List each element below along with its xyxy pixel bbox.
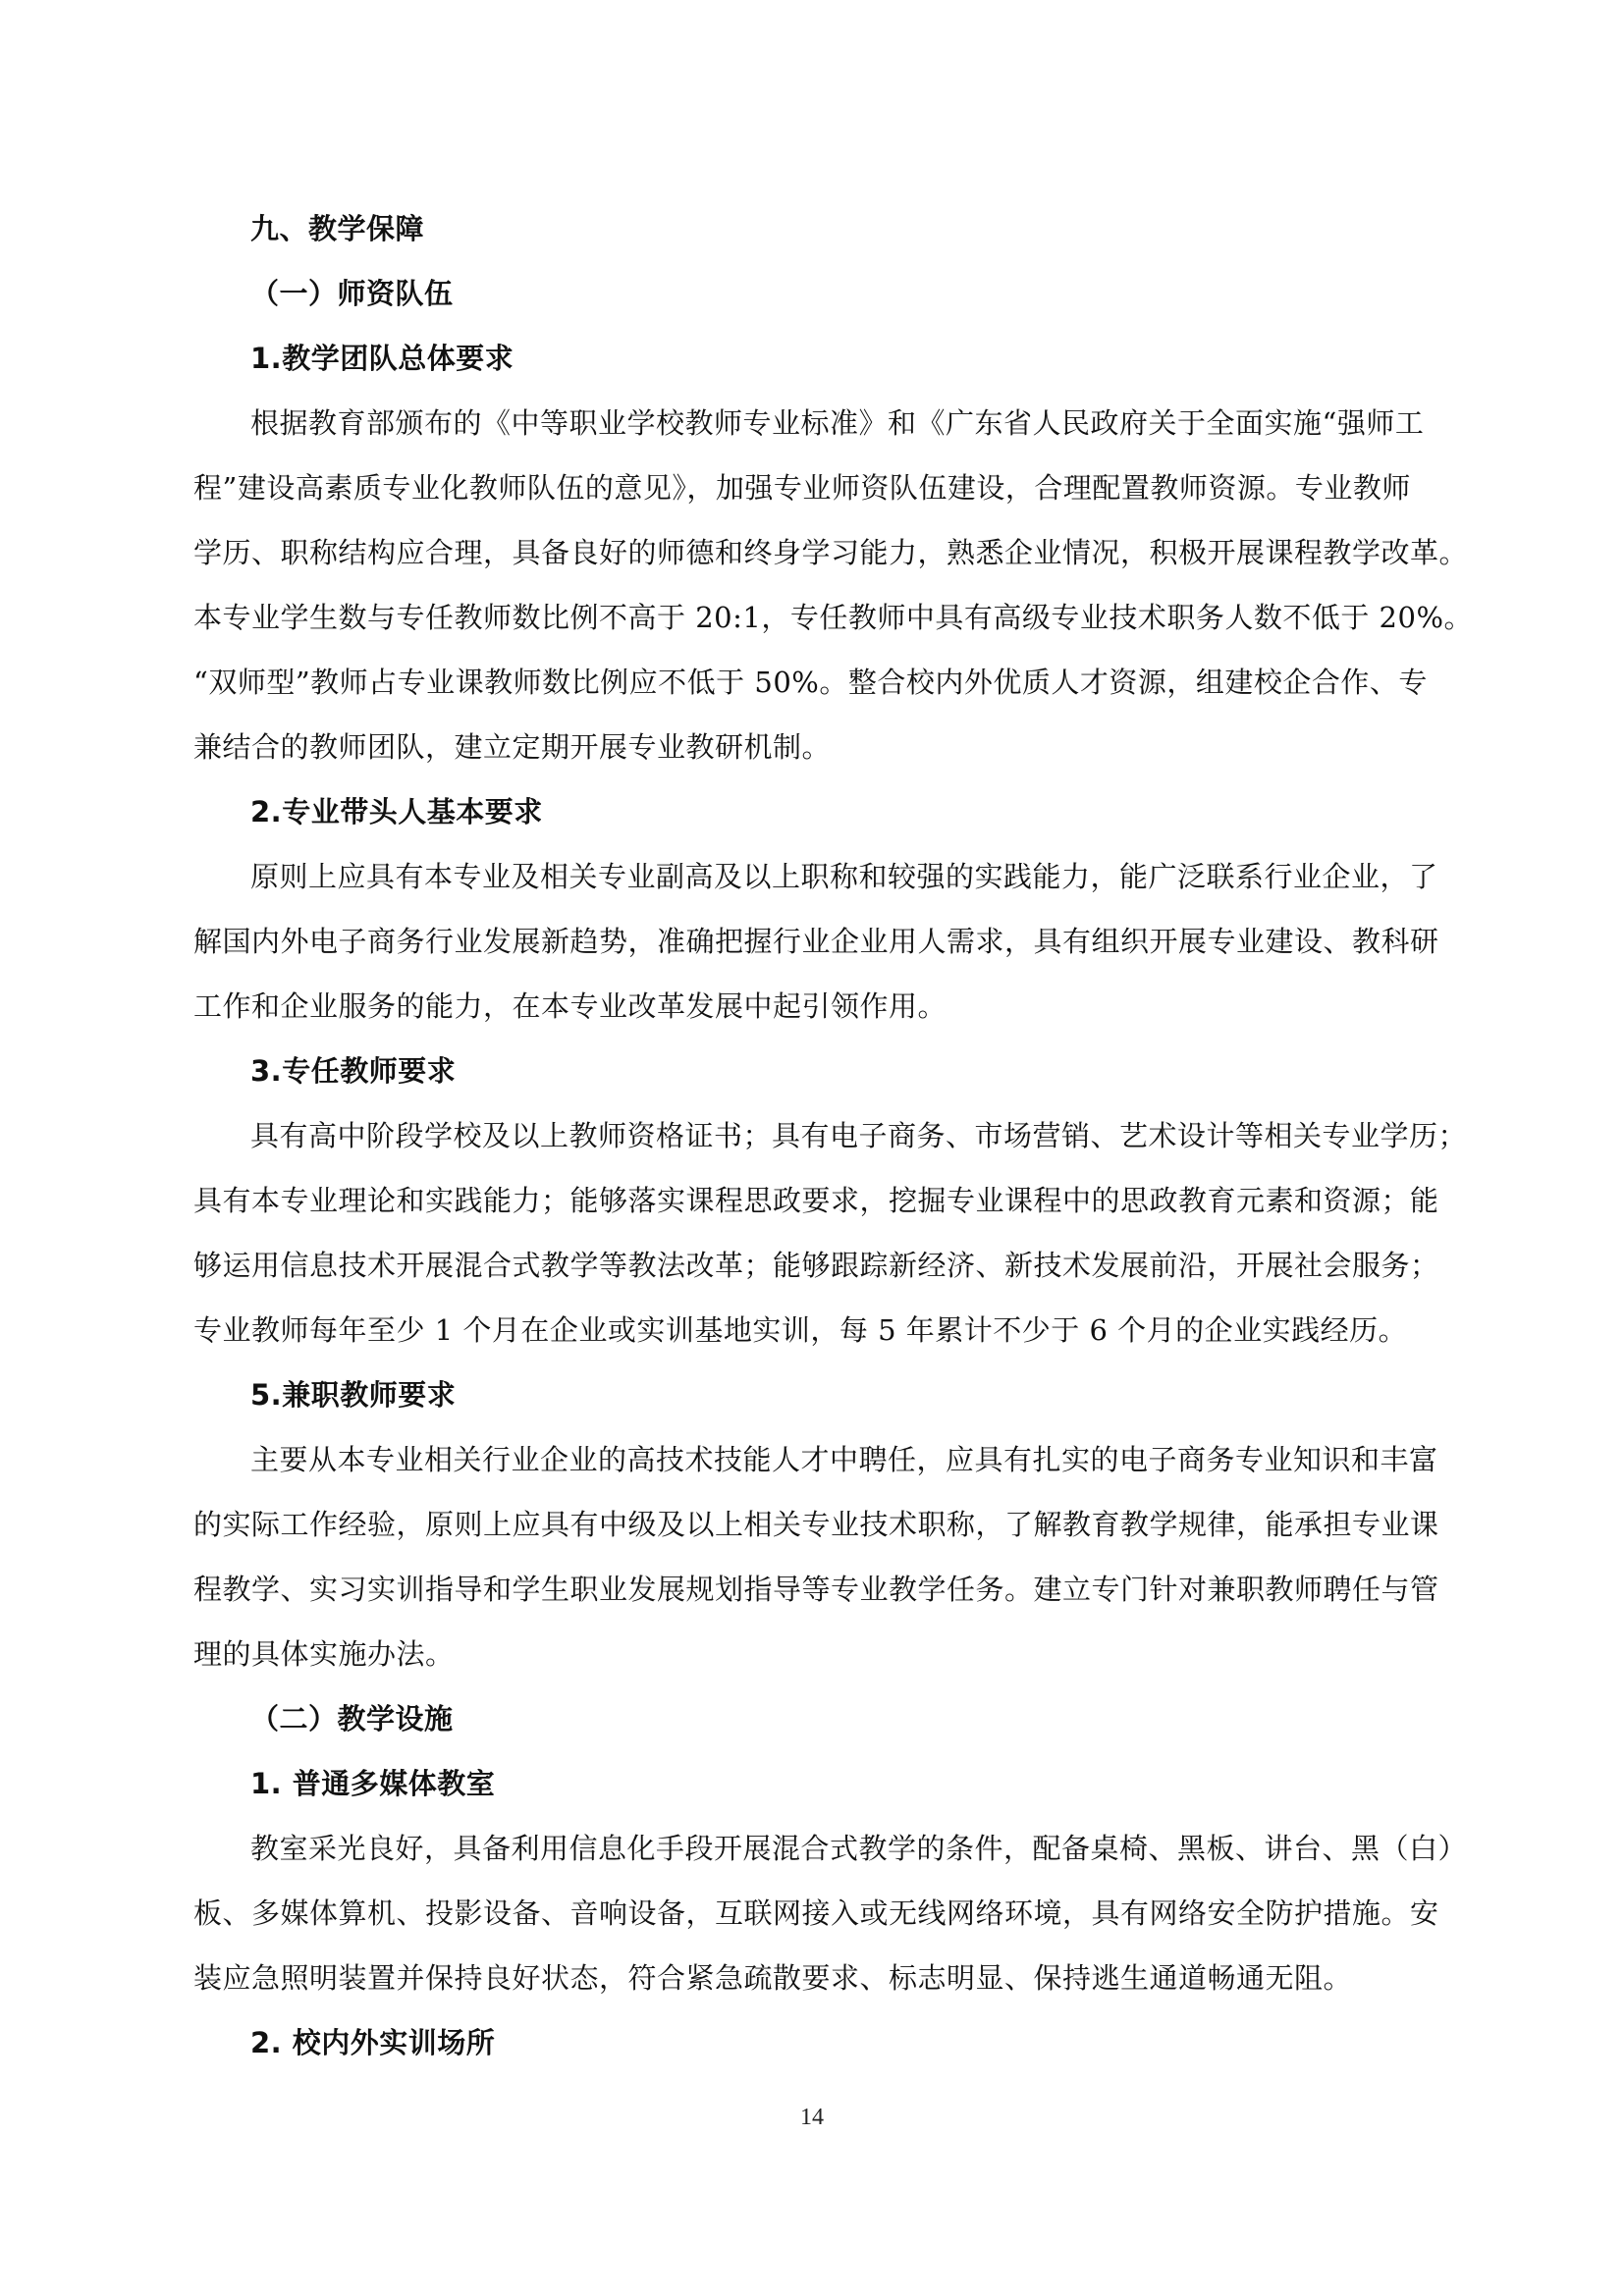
item-title-team-requirements: 1.教学团队总体要求 xyxy=(250,342,514,375)
paragraph-line: 学历、职称结构应合理，具备良好的师德和终身学习能力，熟悉企业情况，积极开展课程教学改革。 xyxy=(193,536,1469,569)
paragraph-lead-teacher xyxy=(193,844,1438,1039)
paragraph-line: 程教学、实习实训指导和学生职业发展规划指导等专业教学任务。建立专门针对兼职教师聘任与管 xyxy=(193,1573,1439,1606)
item-title-parttime-teachers: 5.兼职教师要求 xyxy=(250,1378,457,1412)
paragraph-line: 具有高中阶段学校及以上教师资格证书；具有电子商务、市场营销、艺术设计等相关专业学历； xyxy=(250,1119,1468,1152)
section-title: 九、教学保障 xyxy=(250,212,425,245)
subsection-title-facilities: （二）教学设施 xyxy=(250,1702,454,1735)
item-title-training-sites: 2. 校内外实训场所 xyxy=(250,2026,496,2059)
paragraph-line: 工作和企业服务的能力，在本专业改革发展中起引领作用。 xyxy=(193,989,947,1023)
paragraph-line: “双师型”教师占专业课教师数比例应不低于 50%。整合校内外优质人才资源，组建校企合作、专 xyxy=(193,666,1428,699)
item-title-lead-teacher: 2.专业带头人基本要求 xyxy=(250,795,543,828)
paragraph-team-requirements xyxy=(193,391,1474,779)
page-number: 14 xyxy=(800,2105,824,2130)
paragraph-line: 根据教育部颁布的《中等职业学校教师专业标准》和《广东省人民政府关于全面实施“强师工 xyxy=(250,406,1425,440)
paragraph-line: 本专业学生数与专任教师数比例不高于 20:1，专任教师中具有高级专业技术职务人数不低于 20%。 xyxy=(193,601,1474,634)
item-title-multimedia-classroom: 1. 普通多媒体教室 xyxy=(250,1767,496,1800)
paragraph-line: 的实际工作经验，原则上应具有中级及以上相关专业技术职称，了解教育教学规律，能承担专业课 xyxy=(193,1508,1439,1541)
paragraph-line: 理的具体实施办法。 xyxy=(193,1637,455,1671)
paragraph-line: 够运用信息技术开展混合式教学等教法改革；能够跟踪新经济、新技术发展前沿，开展社会服务； xyxy=(193,1249,1439,1282)
paragraph-line: 教室采光良好，具备利用信息化手段开展混合式教学的条件，配备桌椅、黑板、讲台、黑（白） xyxy=(250,1832,1468,1865)
paragraph-line: 板、多媒体算机、投影设备、音响设备，互联网接入或无线网络环境，具有网络安全防护措施。安 xyxy=(193,1896,1439,1930)
paragraph-line: 原则上应具有本专业及相关专业副高及以上职称和较强的实践能力，能广泛联系行业企业，了 xyxy=(250,860,1438,893)
paragraph-line: 兼结合的教师团队，建立定期开展专业教研机制。 xyxy=(193,730,832,764)
paragraph-line: 专业教师每年至少 1 个月在企业或实训基地实训，每 5 年累计不少于 6 个月的企业实践经历。 xyxy=(193,1313,1408,1347)
subsection-title-teachers: （一）师资队伍 xyxy=(250,277,454,310)
paragraph-line: 解国内外电子商务行业发展新趋势，准确把握行业企业用人需求，具有组织开展专业建设、教科研 xyxy=(193,925,1439,958)
paragraph-line: 程”建设高素质专业化教师队伍的意见》，加强专业师资队伍建设，合理配置教师资源。专业教师 xyxy=(193,471,1411,505)
document-body xyxy=(193,196,1474,2075)
paragraph-line: 主要从本专业相关行业企业的高技术技能人才中聘任，应具有扎实的电子商务专业知识和丰富 xyxy=(250,1443,1438,1476)
item-title-fulltime-teachers: 3.专任教师要求 xyxy=(250,1054,457,1088)
paragraph-line: 具有本专业理论和实践能力；能够落实课程思政要求，挖掘专业课程中的思政教育元素和资源；能 xyxy=(193,1184,1439,1217)
paragraph-parttime-teachers xyxy=(193,1427,1438,1686)
paragraph-fulltime-teachers xyxy=(193,1103,1468,1362)
paragraph-multimedia-classroom xyxy=(193,1816,1468,2010)
paragraph-line: 装应急照明装置并保持良好状态，符合紧急疏散要求、标志明显、保持逃生通道畅通无阻。 xyxy=(193,1961,1353,1995)
